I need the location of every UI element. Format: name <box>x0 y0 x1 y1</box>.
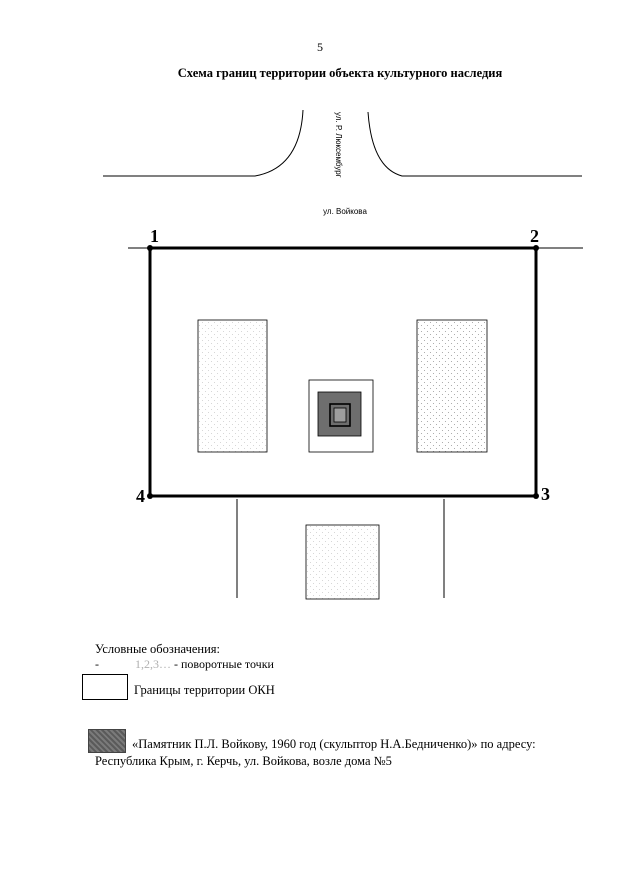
legend-boundary-label: Границы территории ОКН <box>134 683 275 697</box>
legend-boundary-swatch <box>82 674 128 700</box>
point-marker-4 <box>147 493 153 499</box>
point-marker-3 <box>533 493 539 499</box>
point-label-1: 1 <box>150 226 159 246</box>
legend-points-label: - поворотные точки <box>174 657 274 671</box>
page-number: 5 <box>317 40 323 54</box>
page-title: Схема границ территории объекта культурного наследия <box>177 66 503 80</box>
legend-monument-swatch <box>88 729 126 753</box>
legend-dash: - <box>95 657 135 671</box>
point-label-4: 4 <box>136 486 145 506</box>
legend-points-row <box>95 657 274 672</box>
building-right <box>417 320 487 452</box>
monument <box>309 380 373 452</box>
building-left <box>198 320 267 452</box>
legend-points-marker: 1,2,3… <box>135 657 171 671</box>
road-edge-right <box>368 112 582 176</box>
legend-object-line1: «Памятник П.Л. Войкову, 1960 год (скульптор Н.А.Бедниченко)» по адресу: <box>132 737 536 751</box>
point-label-3: 3 <box>541 484 550 504</box>
legend-heading: Условные обозначения: <box>95 642 221 656</box>
building-bottom <box>306 525 379 599</box>
legend-object-line2: Республика Крым, г. Керчь, ул. Войкова, возле дома №5 <box>95 754 392 768</box>
street-label-vertical: ул. Р. Люксембург <box>334 112 343 178</box>
road-edge-left <box>103 110 303 176</box>
point-label-2: 2 <box>530 226 539 246</box>
street-label-horizontal: ул. Войкова <box>323 207 367 216</box>
